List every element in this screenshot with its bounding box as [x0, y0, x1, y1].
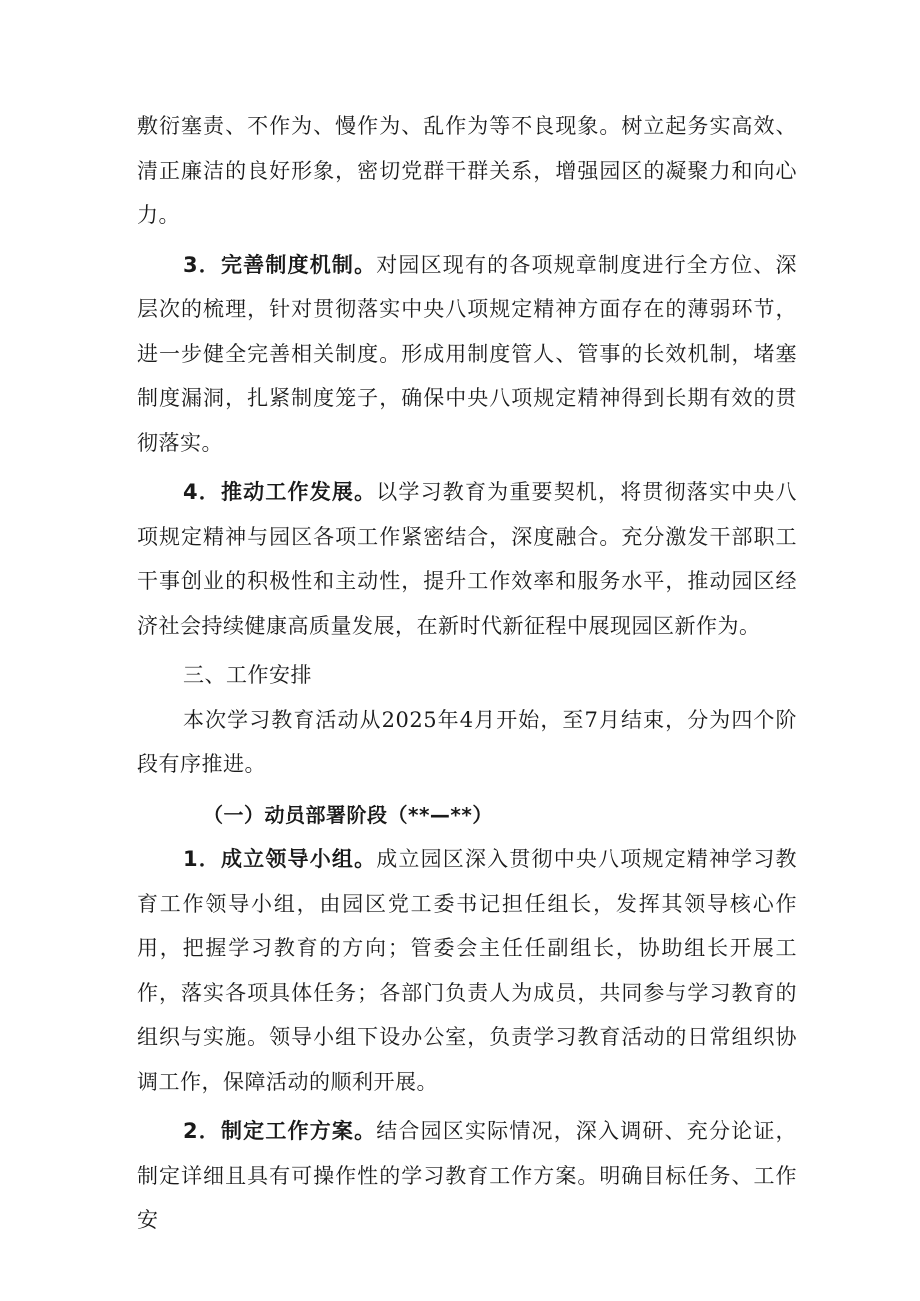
item-lead: 推动工作发展。 — [220, 480, 377, 504]
paragraph-text: 敷衍塞责、不作为、慢作为、乱作为等不良现象。树立起务实高效、清正廉洁的良好形象，密切党群干群关系，增强园区的凝聚力和向心力。 — [137, 114, 797, 227]
item-lead: 制定工作方案。 — [220, 1119, 377, 1143]
paragraph-text: 以学习教育为重要契机，将贯彻落实中央八项规定精神与园区各项工作紧密结合，深度融合。充分激发干部职工干事创业的积极性和主动性，提升工作效率和服务水平，推动园区经济社会持续健康高质量发展，在新时代新征程中展现园区新作为。 — [137, 480, 797, 638]
paragraph-text: 对园区现有的各项规章制度进行全方位、深层次的梳理，针对贯彻落实中央八项规定精神方面存在的薄弱环节，进一步健全完善相关制度。形成用制度管人、管事的长效机制，堵塞制度漏洞，扎紧制度笼子，确保中央八项规定精神得到长期有效的贯彻落实。 — [137, 252, 797, 455]
section-heading-work-arrangement: 三、工作安排 — [183, 663, 312, 687]
paragraph-improve-system — [137, 243, 797, 466]
item-number: 1． — [183, 847, 221, 871]
item-lead: 成立领导小组。 — [220, 847, 377, 871]
item-number: 2． — [183, 1119, 221, 1143]
item-number: 4． — [183, 480, 221, 504]
item-lead: 完善制度机制。 — [220, 252, 377, 277]
paragraph-work-plan — [137, 1109, 797, 1243]
paragraph-text: 成立园区深入贯彻中央八项规定精神学习教育工作领导小组，由园区党工委书记担任组长，发挥其领导核心作用，把握学习教育的方向；管委会主任任副组长，协助组长开展工作，落实各项具体任务；各部门负责人为成员，共同参与学习教育的组织与实施。领导小组下设办公室，负责学习教育活动的日常组织协调工作，保障活动的顺利开展。 — [137, 847, 797, 1094]
subsection-heading-phase-1: （一）动员部署阶段（**—**） — [203, 802, 493, 827]
paragraph-leading-group — [137, 837, 797, 1104]
paragraph-text: 结合园区实际情况，深入调研、充分论证，制定详细且具有可操作性的学习教育工作方案。明确目标任务、工作安 — [137, 1119, 797, 1232]
document-body — [137, 104, 797, 1243]
paragraph-promote-work — [137, 470, 797, 648]
item-number: 3． — [183, 252, 221, 277]
paragraph-schedule — [137, 698, 797, 787]
paragraph-continuation — [137, 104, 797, 238]
paragraph-text: 本次学习教育活动从2025年4月开始，至7月结束，分为四个阶段有序推进。 — [137, 707, 797, 776]
